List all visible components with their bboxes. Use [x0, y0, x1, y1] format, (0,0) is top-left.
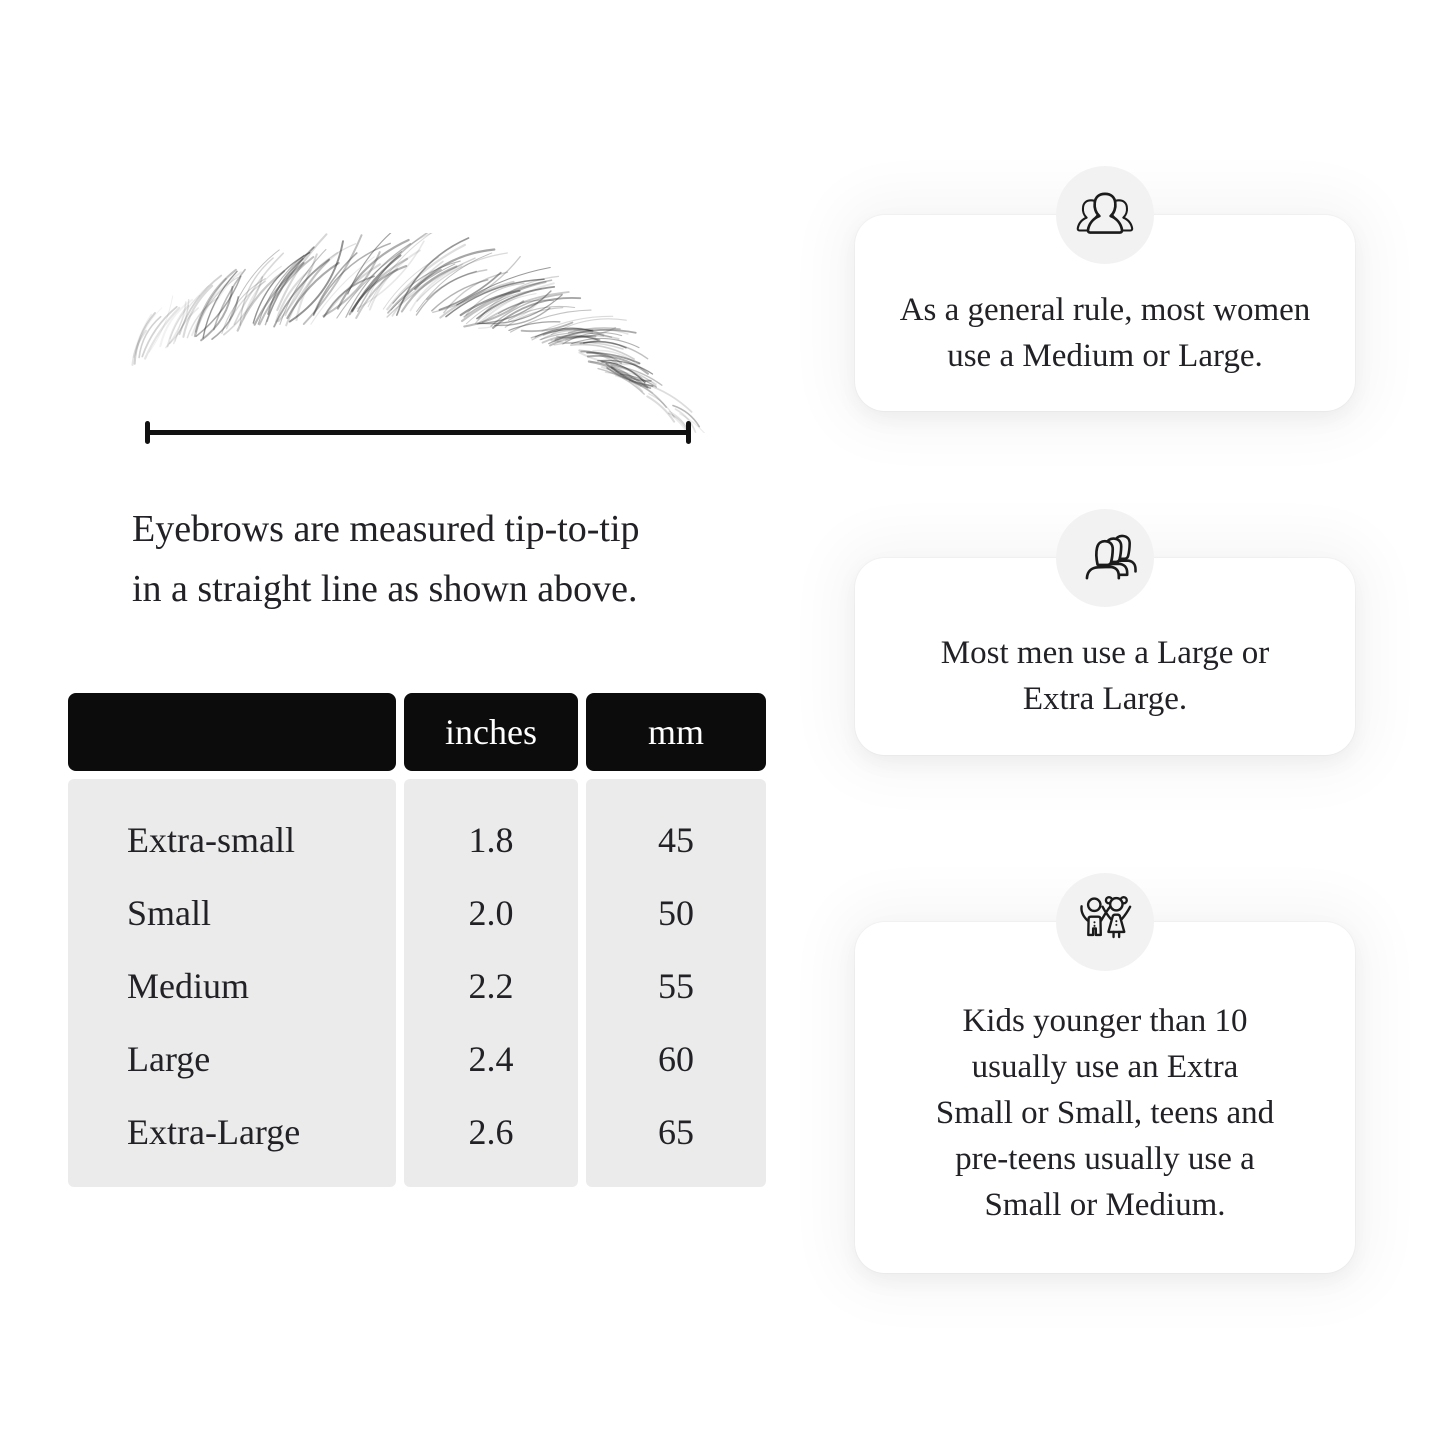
table-cell-inches: 1.8 [468, 819, 514, 860]
table-cell-mm: 55 [658, 966, 694, 1006]
icon-circle [1056, 166, 1154, 264]
table-column-size [68, 779, 396, 1187]
card-text-line: use a Medium or Large. [947, 338, 1263, 374]
table-cell-mm: 60 [658, 1039, 694, 1080]
table-cell-size: Small [127, 892, 212, 933]
measurement-line [146, 430, 690, 435]
caption-line: in a straight line as shown above. [132, 568, 638, 610]
table-cell-inches: 2.0 [468, 892, 514, 933]
card-text-women [855, 287, 1355, 379]
card-text-kids [855, 998, 1355, 1228]
table-header-size [68, 693, 396, 771]
men-group-icon [1072, 525, 1138, 591]
table-header-inches: inches [404, 693, 578, 771]
icon-circle [1056, 509, 1154, 607]
women-group-icon [1072, 182, 1138, 248]
table-cell-size: Extra-Large [127, 1112, 301, 1153]
info-card-men [855, 558, 1355, 755]
table-cell-size: Extra-small [127, 819, 295, 860]
table-header-mm: mm [586, 693, 766, 771]
card-text-line: Kids younger than 10 [962, 1003, 1248, 1039]
table-cell-size: Medium [127, 966, 249, 1006]
card-text-line: Small or Medium. [984, 1187, 1226, 1223]
table-body [68, 779, 766, 1187]
card-text-line: pre-teens usually use a [955, 1141, 1255, 1177]
table-column-inches [404, 779, 578, 1187]
card-text-line: Most men use a Large or [940, 635, 1270, 671]
table-cell-inches: 2.4 [468, 1039, 514, 1080]
info-card-women [855, 215, 1355, 411]
size-chart-table [68, 693, 766, 1187]
card-text-line: usually use an Extra [971, 1049, 1239, 1085]
card-text-line: As a general rule, most women [899, 292, 1311, 328]
card-text-line: Extra Large. [1022, 681, 1188, 717]
caption-line: Eyebrows are measured tip-to-tip [132, 508, 640, 550]
table-cell-mm: 65 [658, 1112, 694, 1153]
table-cell-mm: 50 [658, 892, 694, 933]
table-header-row [68, 693, 766, 771]
eyebrow-illustration [125, 233, 705, 433]
table-column-mm [586, 779, 766, 1187]
table-cell-inches: 2.6 [468, 1112, 514, 1153]
measurement-caption [132, 499, 640, 619]
info-card-kids [855, 922, 1355, 1273]
card-text-men [855, 630, 1355, 722]
table-cell-inches: 2.2 [468, 966, 514, 1006]
card-text-line: Small or Small, teens and [935, 1095, 1275, 1131]
kids-icon [1072, 889, 1138, 955]
table-cell-mm: 45 [658, 819, 694, 860]
icon-circle [1056, 873, 1154, 971]
table-cell-size: Large [127, 1039, 211, 1080]
